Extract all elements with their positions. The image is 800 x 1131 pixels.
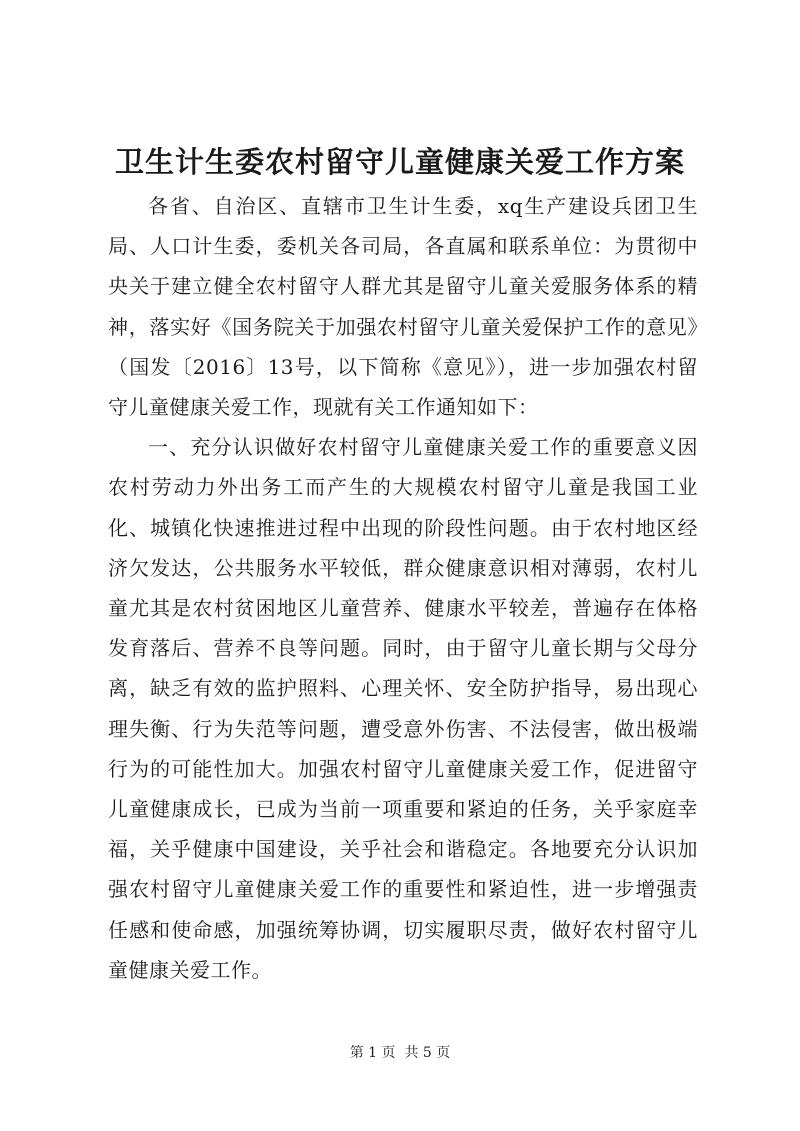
paragraph-intro: 各省、自治区、直辖市卫生计生委，xq生产建设兵团卫生局、人口计生委，委机关各司局，各直属和联系单位：为贯彻中央关于建立健全农村留守人群尤其是留守儿童关爱服务体系的精神，落实好《国务院关于加强农村留守儿童关爱保护工作的意见》（国发〔2016〕13号，以下简称《意见》），进一步加强农村留守儿童健康关爱工作，现就有关工作通知如下： [108,194,698,420]
page-footer [0,1043,800,1063]
page-number-label: 第 1 页 共 5 页 [349,1045,451,1061]
paragraph-section-1: 一、充分认识做好农村留守儿童健康关爱工作的重要意义因农村劳动力外出务工而产生的大规模农村留守儿童是我国工业化、城镇化快速推进过程中出现的阶段性问题。由于农村地区经济欠发达，公共服务水平较低，群众健康意识相对薄弱，农村儿童尤其是农村贫困地区儿童营养、健康水平较差，普遍存在体格发育落后、营养不良等问题。同时，由于留守儿童长期与父母分离，缺乏有效的监护照料、心理关怀、安全防护指导，易出现心理失衡、行为失范等问题，遭受意外伤害、不法侵害，做出极端行为的可能性加大。加强农村留守儿童健康关爱工作，促进留守儿童健康成长，已成为当前一项重要和紧迫的任务，关乎家庭幸福，关乎健康中国建设，关乎社会和谐稳定。各地要充分认识加强农村留守儿童健康关爱工作的重要性和紧迫性，进一步增强责任感和使命感，加强统筹协调，切实履职尽责，做好农村留守儿童健康关爱工作。 [108,435,698,982]
document-title: 卫生计生委农村留守儿童健康关爱工作方案 [114,145,685,179]
document-body [108,186,698,990]
